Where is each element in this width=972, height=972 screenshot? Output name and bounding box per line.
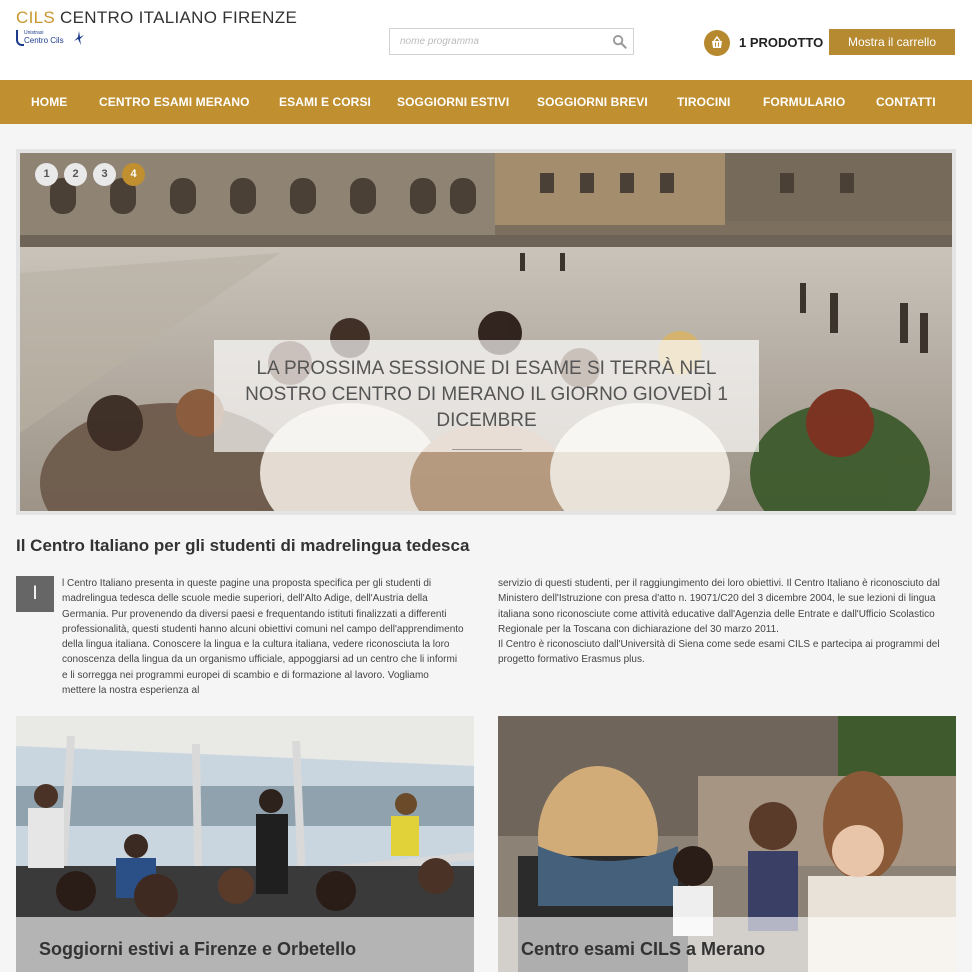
search-input[interactable]	[390, 29, 605, 54]
card-title[interactable]: Soggiorni estivi a Firenze e Orbetello	[39, 939, 357, 959]
intro-title: Il Centro Italiano per gli studenti di madrelingua tedesca	[16, 536, 470, 555]
nav-item-tirocini[interactable]: TIROCINI	[677, 95, 731, 109]
intro-paragraph-right-2: Il Centro è riconosciuto dall'Università di Siena come sede esami CILS e partecipa ai programmi del progetto formativo Erasmus plus.	[498, 639, 940, 666]
slider-dot-3[interactable]: 3	[93, 163, 116, 186]
intro-paragraph-left: l Centro Italiano presenta in queste pagine una proposta specifica per gli studenti di madrelingua tedesca delle scuole medie superiori, dell'Alto Adige, dell'Austria della Germania. Pur provenendo da diversi paesi e frequentando istituti finalizzati a differenti professionalità, questi studenti hanno alcuni obiettivi comuni nel campo dell'apprendimento della lingua italiana. Conoscere la lingua e la cultura italiana, vedere riconosciuta la loro conoscenza della lingua da un organismo ufficiale, appoggiarsi ad un centro che li informi e li sorregga nei programmi europei di scambio e di formazione al lavoro. Vogliamo mettere la nostra esperienza al	[62, 578, 464, 697]
basket-icon[interactable]	[704, 30, 730, 56]
logo-line2: Centro Cils	[24, 36, 64, 45]
card-title[interactable]: Centro esami CILS a Merano	[521, 939, 766, 959]
nav-item-soggiorni-brevi[interactable]: SOGGIORNI BREVI	[537, 95, 648, 109]
main-nav	[0, 80, 972, 124]
nav-item-centro-esami-merano[interactable]: CENTRO ESAMI MERANO	[99, 95, 250, 109]
card-centro-esami[interactable]	[498, 716, 956, 972]
show-cart-button[interactable]: Mostra il carrello	[829, 29, 955, 55]
nav-item-home[interactable]: HOME	[31, 95, 68, 109]
search-icon[interactable]	[612, 34, 627, 49]
slider-caption	[214, 340, 759, 452]
slider-image	[20, 153, 952, 511]
nav-item-formulario[interactable]: FORMULARIO	[763, 95, 846, 109]
dropcap: I	[16, 576, 54, 612]
intro-paragraph-right-1: servizio di questi studenti, per il raggiungimento dei loro obiettivi. Il Centro Italiano è riconosciuto dal Ministero dell'Istruzione con presa d'atto n. 19071/C20 del 3 dicembre 2004, le sue lezioni di lingua italiana sono riconosciute come attività educative dall'Agenzia delle Entrate e dall'Ufficio Scolastico Regionale per la Toscana con dichiarazione del 30 marzo 2011.	[498, 578, 940, 635]
site-header	[0, 0, 972, 80]
unistrasi-mark-icon	[16, 30, 24, 46]
hero-slider[interactable]	[16, 149, 956, 515]
nav-item-soggiorni-estivi[interactable]: SOGGIORNI ESTIVI	[397, 95, 510, 109]
slider-caption-text: LA PROSSIMA SESSIONE DI ESAME SI TERRÀ NEL NOSTRO CENTRO DI MERANO IL GIORNO GIOVEDÌ 1 DICEMBRE	[245, 358, 728, 431]
slider-dot-2[interactable]: 2	[64, 163, 87, 186]
nav-item-esami-e-corsi[interactable]: ESAMI E CORSI	[279, 95, 371, 109]
bird-logo-icon	[72, 30, 86, 46]
brand-prefix: CILS	[16, 8, 55, 27]
search-box	[389, 28, 634, 55]
nav-item-contatti[interactable]: CONTATTI	[876, 95, 936, 109]
caption-divider	[452, 449, 522, 450]
card-soggiorni-estivi[interactable]	[16, 716, 474, 972]
cart-count[interactable]: 1 PRODOTTO	[739, 35, 824, 50]
intro-paragraph-right	[498, 576, 954, 668]
brand-name: CENTRO ITALIANO FIRENZE	[60, 8, 298, 27]
site-logo[interactable]	[16, 8, 297, 28]
slider-dot-4[interactable]: 4	[122, 163, 145, 186]
slider-dot-1[interactable]: 1	[35, 163, 58, 186]
logo-line1: Unistrasi	[24, 30, 44, 36]
